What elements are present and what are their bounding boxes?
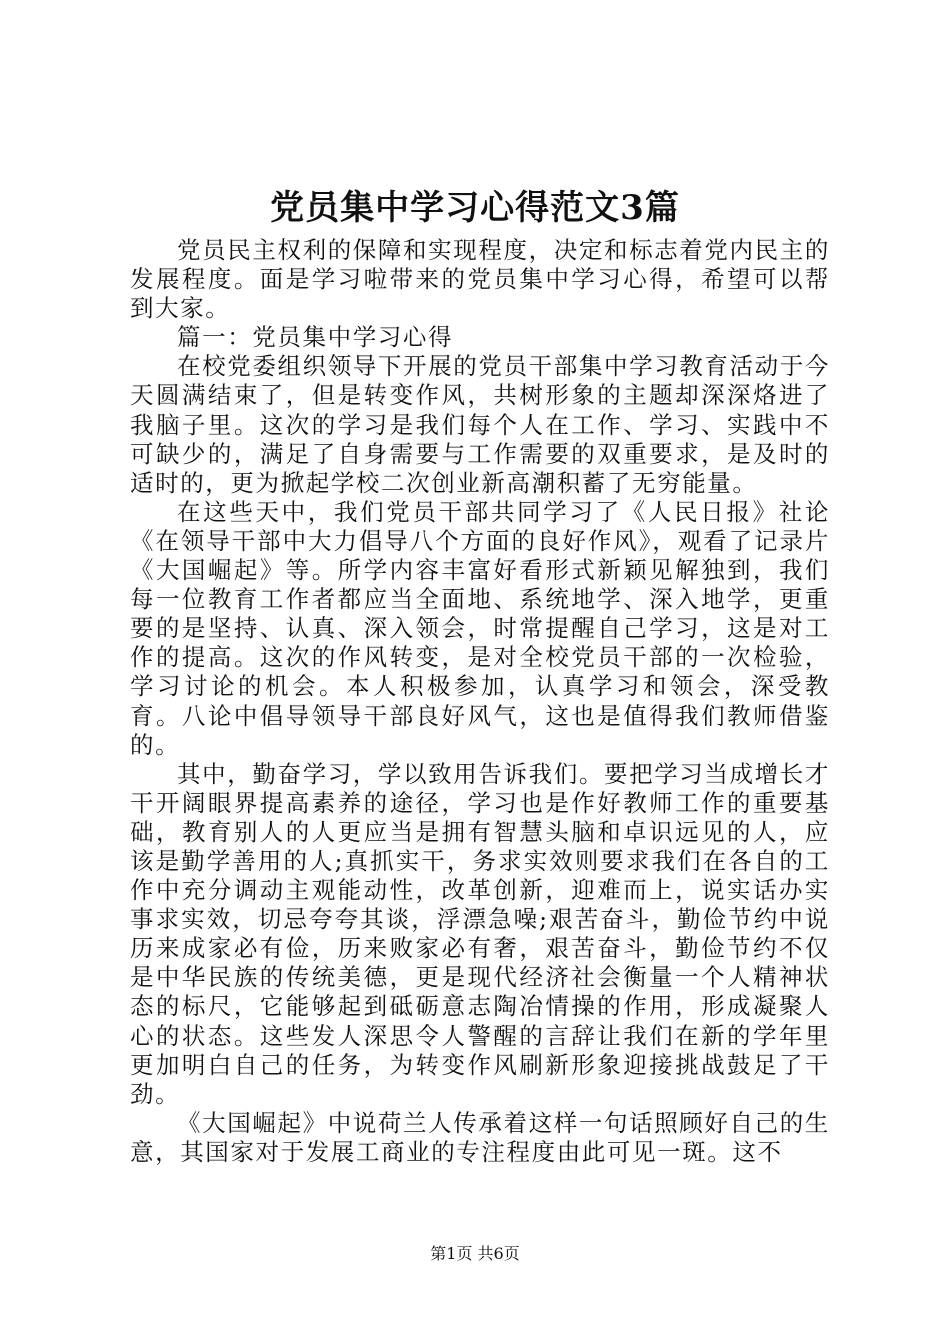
document-title: 党员集中学习心得范文3篇 (270, 188, 680, 228)
page-footer: 第1页 共6页 (430, 1244, 520, 1263)
paragraph: 《大国崛起》中说荷兰人传承着这样一句话照顾好自己的生意，其国家对于发展工商业的专注程度由此可见一斑。这不 (130, 1108, 830, 1166)
paragraph: 在这些天中，我们党员干部共同学习了《人民日报》社论《在领导干部中大力倡导八个方面的良好作风》，观看了记录片《大国崛起》等。所学内容丰富好看形式新颖见解独到，我们每一位教育工作者都应当全面地、系统地学、深入地学，更重要的是坚持、认真、深入领会，时常提醒自己学习，这是对工作的提高。这次的作风转变，是对全校党员干部的一次检验，学习讨论的机会。本人积极参加，认真学习和领会，深受教育。八论中倡导领导干部良好风气，这也是值得我们教师借鉴的。 (130, 497, 830, 759)
paragraph-intro: 党员民主权利的保障和实现程度，决定和标志着党内民主的发展程度。面是学习啦带来的党员集中学习心得，希望可以帮到大家。 (130, 236, 830, 323)
document-body (130, 236, 830, 1167)
paragraph: 其中，勤奋学习，学以致用告诉我们。要把学习当成增长才干开阔眼界提高素养的途径，学习也是作好教师工作的重要基础，教育别人的人更应当是拥有智慧头脑和卓识远见的人，应该是勤学善用的人;真抓实干，务求实效则要求我们在各自的工作中充分调动主观能动性，改革创新，迎难而上，说实话办实事求实效，切忌夸夸其谈，浮漂急噪;艰苦奋斗，勤俭节约中说历来成家必有俭，历来败家必有奢，艰苦奋斗，勤俭节约不仅是中华民族的传统美德，更是现代经济社会衡量一个人精神状态的标尺，它能够起到砥砺意志陶冶情操的作用，形成凝聚人心的状态。这些发人深思令人警醒的言辞让我们在新的学年里更加明白自己的任务，为转变作风刷新形象迎接挑战鼓足了干劲。 (130, 759, 830, 1108)
section-heading: 篇一：党员集中学习心得 (177, 323, 454, 352)
paragraph: 在校党委组织领导下开展的党员干部集中学习教育活动于今天圆满结束了，但是转变作风，共树形象的主题却深深烙进了我脑子里。这次的学习是我们每个人在工作、学习、实践中不可缺少的，满足了自身需要与工作需要的双重要求，是及时的适时的，更为掀起学校二次创业新高潮积蓄了无穷能量。 (130, 352, 830, 497)
